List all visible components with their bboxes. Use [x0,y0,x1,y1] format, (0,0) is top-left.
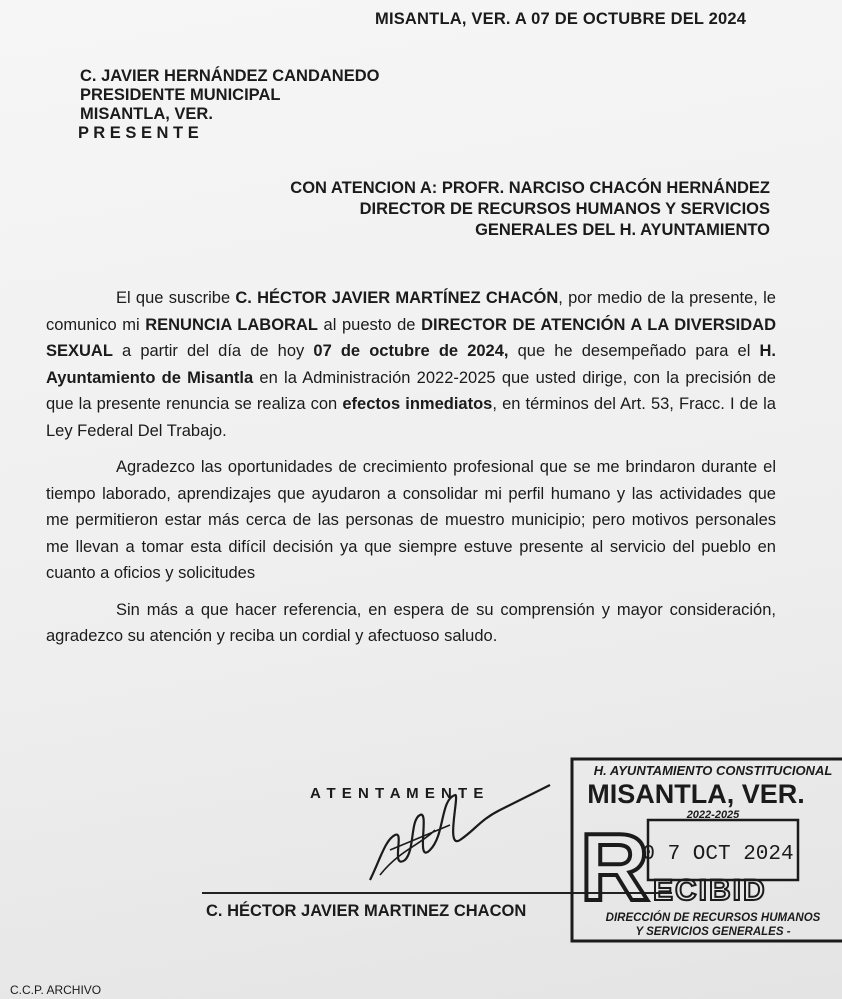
stamp-received: ECIBID [653,874,767,907]
text-span: que he desempeñado para el [508,342,760,360]
stamp-line-2: MISANTLA, VER. [587,779,805,809]
letter-body [46,285,776,650]
effective-date: 07 de octubre de 2024, [313,342,509,360]
stamp-line-3: 2022-2025 [686,809,740,821]
text-span: El que suscribe [116,289,236,307]
attention-line-3: GENERALES DEL H. AYUNTAMIENTO [475,221,770,239]
received-stamp [568,755,842,945]
attention-line-1: CON ATENCION A: PROFR. NARCISO CHACÓN HERNÁNDEZ [290,179,770,197]
position-name: DIRECTOR DE ATENCIÓN A LA DIVERSIDAD SEXUAL [46,315,776,360]
signer-name-inline: C. HÉCTOR JAVIER MARTÍNEZ CHACÓN [235,289,559,307]
recipient-city: MISANTLA, VER. [80,105,213,123]
recipient-name: C. JAVIER HERNÁNDEZ CANDANEDO [80,67,380,85]
text-span: al puesto de [317,315,422,334]
stamp-line-1: H. AYUNTAMIENTO CONSTITUCIONAL [593,763,833,778]
paragraph-closing: Sin más a que hacer referencia, en espera de su comprensión y mayor consideración, agradezco su atención y reciba un cordial y afectuoso saludo. [46,600,776,645]
ccp-archivo: C.C.P. ARCHIVO [10,983,102,997]
resignation-term: RENUNCIA LABORAL [145,315,318,334]
text-span: , en términos del Art. 53, Fracc. I de la Ley Federal Del Trabajo. [46,395,776,440]
handwritten-signature [360,780,560,890]
recipient-presente: P R E S E N T E [78,124,199,142]
attention-block [170,178,770,241]
recipient-title: PRESIDENTE MUNICIPAL [80,86,281,104]
stamp-dept-1: DIRECCIÓN DE RECURSOS HUMANOS [605,912,821,924]
stamp-date: 0 7 OCT 2024 [642,843,794,866]
text-span: a partir del día de hoy [112,342,314,360]
paragraph-gratitude: Agradezco las oportunidades de crecimiento profesional que se me brindaron durante el tiempo laborado, aprendizajes que ayudaron a consolidar mi perfil humano y las actividades que me permitieron estar más cerca de las personas de muestro municipio; pero motivos personales me llevan a tomar esta difícil decisión ya que siempre estuve presente al servicio del pueblo en cuanto a oficios y solicitudes [46,458,776,582]
immediate-effect: efectos inmediatos [342,395,493,413]
text-span: en la Administración 2022-2025 que usted dirige, con la precisión de que la presente renuncia se realiza con [46,368,776,413]
signer-name: C. HÉCTOR JAVIER MARTINEZ CHACON [206,902,527,920]
place-date: MISANTLA, VER. A 07 DE OCTUBRE DEL 2024 [375,10,747,28]
paragraph-resignation [46,285,776,444]
institution-name: H. Ayuntamiento de Misantla [46,342,776,387]
text-span: , por medio de la presente, le comunico mi [46,289,776,334]
stamp-big-letter: R [580,814,650,921]
atentamente: A T E N T A M E N T E [310,785,485,802]
stamp-dept-2: Y SERVICIOS GENERALES - [635,926,791,938]
attention-line-2: DIRECTOR DE RECURSOS HUMANOS Y SERVICIOS [359,200,770,218]
